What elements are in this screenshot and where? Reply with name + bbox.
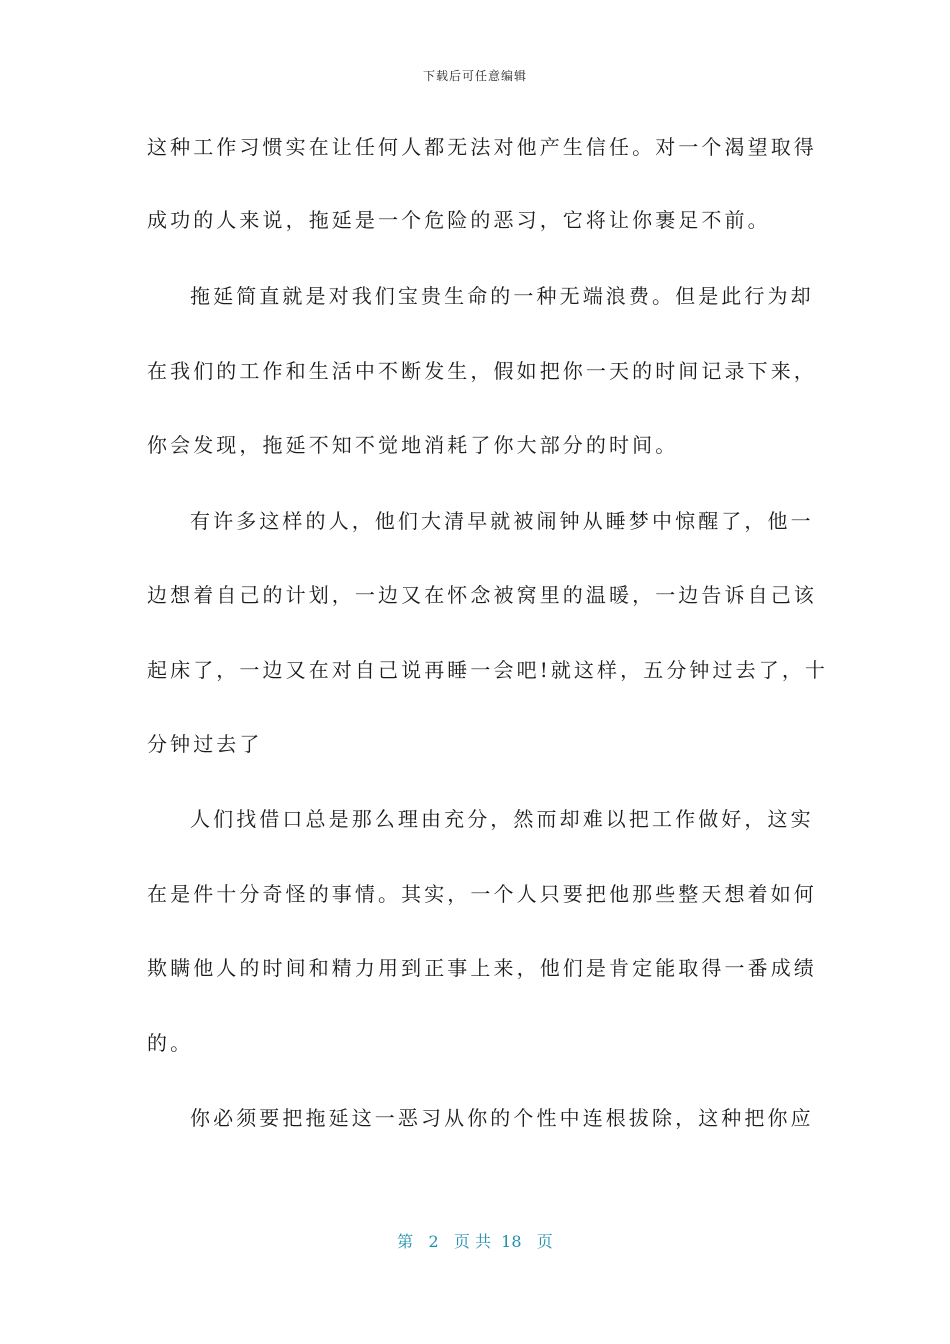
text-line: 有许多这样的人，他们大清早就被闹钟从睡梦中惊醒了，他一 — [190, 509, 814, 533]
text-line: 你会发现，拖延不知不觉地消耗了你大部分的时间。 — [147, 433, 679, 457]
text-line: 成功的人来说，拖延是一个危险的恶习，它将让你裹足不前。 — [147, 208, 771, 232]
page-label-suffix: 页 — [536, 1232, 553, 1251]
text-line: 起床了，一边又在对自己说再睡一会吧!就这样，五分钟过去了，十 — [147, 658, 829, 682]
text-line: 边想着自己的计划，一边又在怀念被窝里的温暖，一边告诉自己该 — [147, 583, 817, 607]
page-label-mid: 页 共 — [453, 1232, 491, 1251]
text-line: 欺瞒他人的时间和精力用到正事上来，他们是肯定能取得一番成绩 — [147, 956, 817, 980]
text-line: 拖延简直就是对我们宝贵生命的一种无端浪费。但是此行为却 — [190, 284, 814, 308]
text-line: 分钟过去了 — [147, 732, 263, 756]
text-line: 在我们的工作和生活中不断发生，假如把你一天的时间记录下来， — [147, 359, 817, 383]
total-pages-number: 18 — [501, 1232, 522, 1251]
header-note: 下载后可任意编辑 — [422, 69, 527, 83]
text-line: 的。 — [147, 1031, 194, 1055]
current-page-number: 2 — [428, 1232, 439, 1251]
page-label-prefix: 第 — [397, 1232, 414, 1251]
text-line: 人们找借口总是那么理由充分，然而却难以把工作做好，这实 — [190, 807, 814, 831]
text-line: 这种工作习惯实在让任何人都无法对他产生信任。对一个渴望取得 — [147, 135, 817, 159]
page-footer — [0, 1229, 950, 1252]
text-line: 在是件十分奇怪的事情。其实，一个人只要把他那些整天想着如何 — [147, 882, 817, 906]
text-line: 你必须要把拖延这一恶习从你的个性中连根拔除，这种把你应 — [190, 1106, 814, 1130]
